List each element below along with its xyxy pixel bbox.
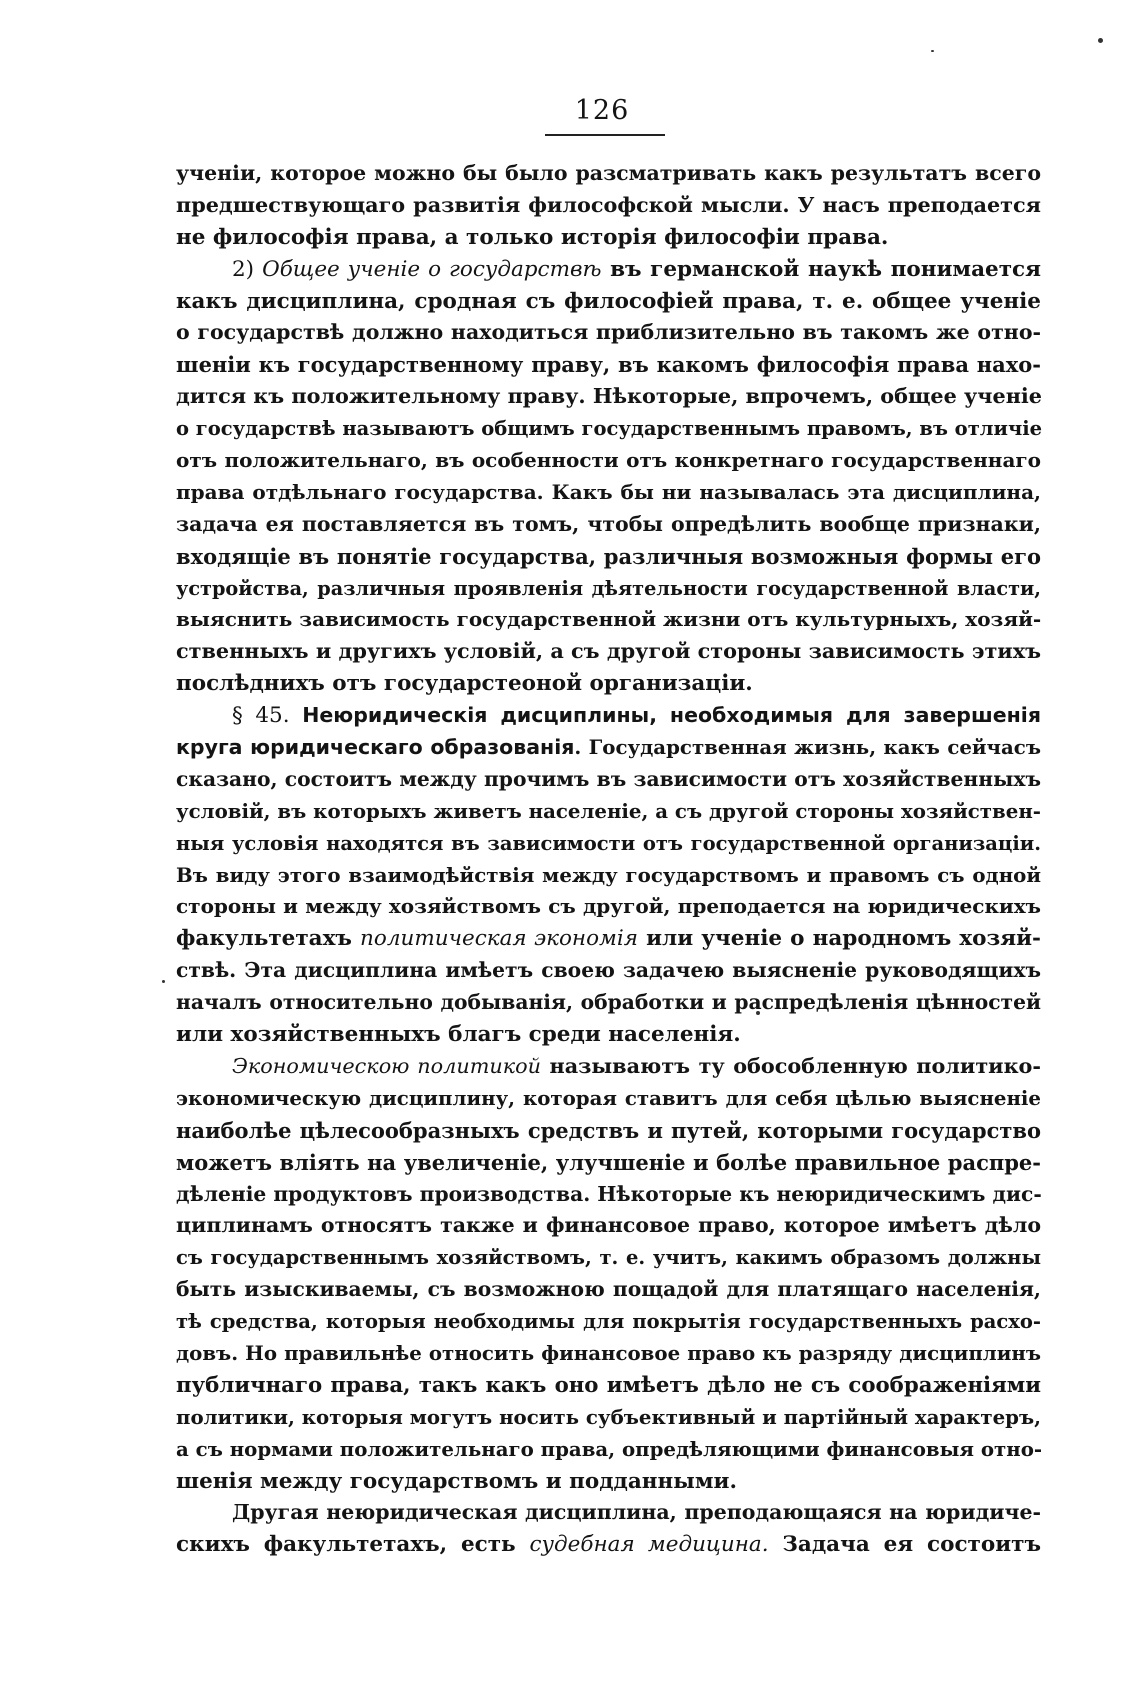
text-line: отъ положительнаго, въ особенности отъ конкретнаго государственнаго <box>176 448 1041 473</box>
text-line: задача ея поставляется въ томъ, чтобы опредѣлить вообще признаки, <box>176 511 1041 536</box>
text-line: Другая неюридическая дисциплина, преподающаяся на юридиче- <box>232 1500 1041 1525</box>
text-line: стороны и между хозяйствомъ съ другой, преподается на юридическихъ <box>176 894 1041 919</box>
text-line: шенія между государствомъ и подданными. <box>176 1468 737 1494</box>
text-line: послѣднихъ отъ государстеоной организаціи. <box>176 671 753 697</box>
text-line: или хозяйственныхъ благъ среди населенія. <box>176 1022 741 1048</box>
text-line: о государствѣ должно находиться приблизительно въ такомъ же отно- <box>176 320 1041 345</box>
text-line: тѣ средства, которыя необходимы для покрытія государственныхъ расхо- <box>176 1310 1041 1334</box>
page-number-rule <box>545 134 665 136</box>
text-line: о государствѣ называютъ общимъ государственнымъ правомъ, въ отличіе <box>176 417 1043 441</box>
text-line: условій, въ которыхъ живетъ населеніе, а съ другой стороны хозяйствен- <box>176 798 1041 823</box>
text-line: дится къ положительному праву. Нѣкоторые, впрочемъ, общее ученіе <box>176 384 1042 409</box>
text-line: скихъ факультетахъ, есть судебная медицина. Задача ея состоитъ <box>176 1532 1041 1558</box>
scan-speck <box>931 50 934 52</box>
text-line: началъ относительно добыванія, обработки и распредѣленія цѣнностей <box>176 990 1041 1015</box>
text-line: экономическую дисциплину, которая ставитъ для себя цѣлью выясненіе <box>176 1085 1041 1110</box>
text-line: довъ. Но правильнѣе относить финансовое право къ разряду дисциплинъ <box>176 1340 1041 1365</box>
scan-speck <box>162 980 165 983</box>
text-line: выяснить зависимость государственной жизни отъ культурныхъ, хозяй- <box>176 607 1042 632</box>
text-line: ственныхъ и другихъ условій, а съ другой стороны зависимость этихъ <box>176 639 1041 664</box>
section-heading: § 45. Неюридическія дисциплины, необходимыя для завершенія <box>232 703 1041 729</box>
text-line: ствѣ. Эта дисциплина имѣетъ своею задачею выясненіе руководящихъ <box>176 958 1041 983</box>
scan-speck <box>1098 38 1103 43</box>
text-line: какъ дисциплина, сродная съ философіей права, т. е. общее ученіе <box>176 288 1041 314</box>
text-line: входящіе въ понятіе государства, различныя возможныя формы его <box>176 543 1041 569</box>
text-line: а съ нормами положительнаго права, опредѣляющими финансовыя отно- <box>176 1436 1043 1461</box>
text-line: можетъ вліять на увеличеніе, улучшеніе и болѣе правильное распре- <box>176 1149 1041 1175</box>
text-line: Въ виду этого взаимодѣйствія между государствомъ и правомъ съ одной <box>176 862 1041 887</box>
page-number: 126 <box>574 95 630 126</box>
section-heading: круга юридическаго образованія. Государственная жизнь, какъ сейчасъ <box>176 735 1041 760</box>
text-line: не философія права, а только исторія философіи права. <box>176 224 889 250</box>
text-line: ныя условія находятся въ зависимости отъ государственной организаціи. <box>176 831 1041 855</box>
text-line: съ государственнымъ хозяйствомъ, т. е. учитъ, какимъ образомъ должны <box>176 1246 1041 1270</box>
text-line: политики, которыя могутъ носить субъективный и партійный характеръ, <box>176 1404 1041 1429</box>
text-line: Экономическою политикой называютъ ту обособленную политико- <box>232 1053 1042 1078</box>
text-line: предшествующаго развитія философской мысли. У насъ преподается <box>176 192 1041 217</box>
text-line: циплинамъ относятъ также и финансовое право, которое имѣетъ дѣло <box>176 1213 1041 1238</box>
text-line: сказано, состоитъ между прочимъ въ зависимости отъ хозяйственныхъ <box>176 766 1041 791</box>
text-line: шеніи къ государственному праву, въ какомъ философія права нахо- <box>176 352 1041 378</box>
text-line: быть изыскиваемы, съ возможною пощадой для платящаго населенія, <box>176 1277 1041 1302</box>
text-line: дѣленіе продуктовъ производства. Нѣкоторые къ неюридическимъ дис- <box>176 1181 1042 1206</box>
text-line: наиболѣе цѣлесообразныхъ средствъ и путей, которыми государство <box>176 1117 1041 1143</box>
body-text <box>176 158 1041 1561</box>
text-line: факультетахъ политическая экономія или ученіе о народномъ хозяй- <box>176 926 1041 952</box>
text-line: ученіи, которое можно бы было разсматривать какъ результатъ всего <box>176 161 1041 185</box>
text-line: 2) Общее ученіе о государствѣ въ германской наукѣ понимается <box>232 256 1042 282</box>
text-line: устройства, различныя проявленія дѣятельности государственной власти, <box>176 576 1041 600</box>
text-line: права отдѣльнаго государства. Какъ бы ни называлась эта дисциплина, <box>176 479 1041 504</box>
text-line: публичнаго права, такъ какъ оно имѣетъ дѣло не съ соображеніями <box>176 1372 1041 1398</box>
